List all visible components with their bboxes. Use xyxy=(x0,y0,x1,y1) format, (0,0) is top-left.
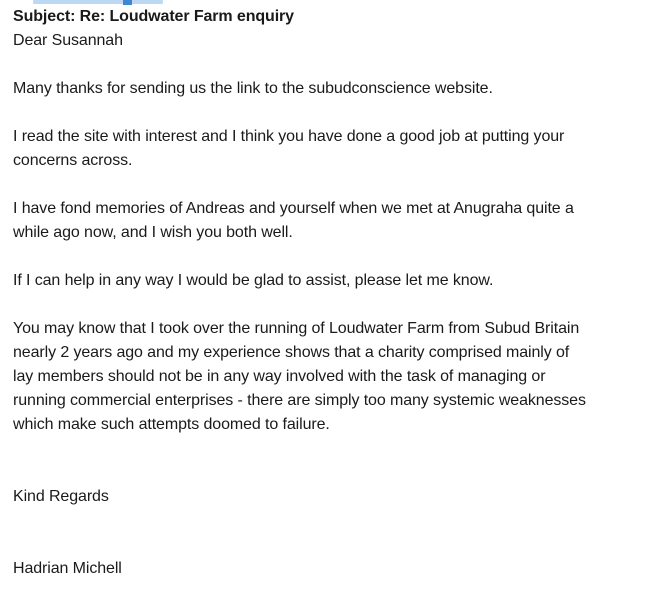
paragraph-line: I have fond memories of Andreas and yourself when we met at Anugraha quite a xyxy=(13,200,574,217)
subject-line: Subject: Re: Loudwater Farm enquiry xyxy=(13,8,294,25)
signature xyxy=(13,557,653,581)
paragraph-thanks xyxy=(13,77,653,101)
paragraph-offer-help xyxy=(13,269,653,293)
clipped-link-underline xyxy=(33,0,163,4)
signature-line: Hadrian Michell xyxy=(13,560,122,577)
closing-line: Kind Regards xyxy=(13,488,109,505)
paragraph-line: running commercial enterprises - there are simply too many systemic weaknesses xyxy=(13,392,586,409)
clipped-link-glyph xyxy=(123,0,132,5)
paragraph-read-site xyxy=(13,125,653,173)
greeting-line: Dear Susannah xyxy=(13,32,123,49)
paragraph-line: lay members should not be in any way involved with the task of managing or xyxy=(13,368,546,385)
paragraph-line: while ago now, and I wish you both well. xyxy=(13,224,293,241)
paragraph-line: concerns across. xyxy=(13,152,133,169)
paragraph-line: Many thanks for sending us the link to the subudconscience website. xyxy=(13,80,493,97)
paragraph-line: If I can help in any way I would be glad to assist, please let me know. xyxy=(13,272,494,289)
paragraph-line: which make such attempts doomed to failure. xyxy=(13,416,330,433)
paragraph-loudwater-farm xyxy=(13,317,653,437)
paragraph-line: I read the site with interest and I think you have done a good job at putting your xyxy=(13,128,565,145)
closing xyxy=(13,485,653,509)
paragraph-memories xyxy=(13,197,653,245)
clipped-link-remnant[interactable] xyxy=(33,0,163,5)
paragraph-line: You may know that I took over the running of Loudwater Farm from Subud Britain xyxy=(13,320,580,337)
paragraph-line: nearly 2 years ago and my experience shows that a charity comprised mainly of xyxy=(13,344,570,361)
